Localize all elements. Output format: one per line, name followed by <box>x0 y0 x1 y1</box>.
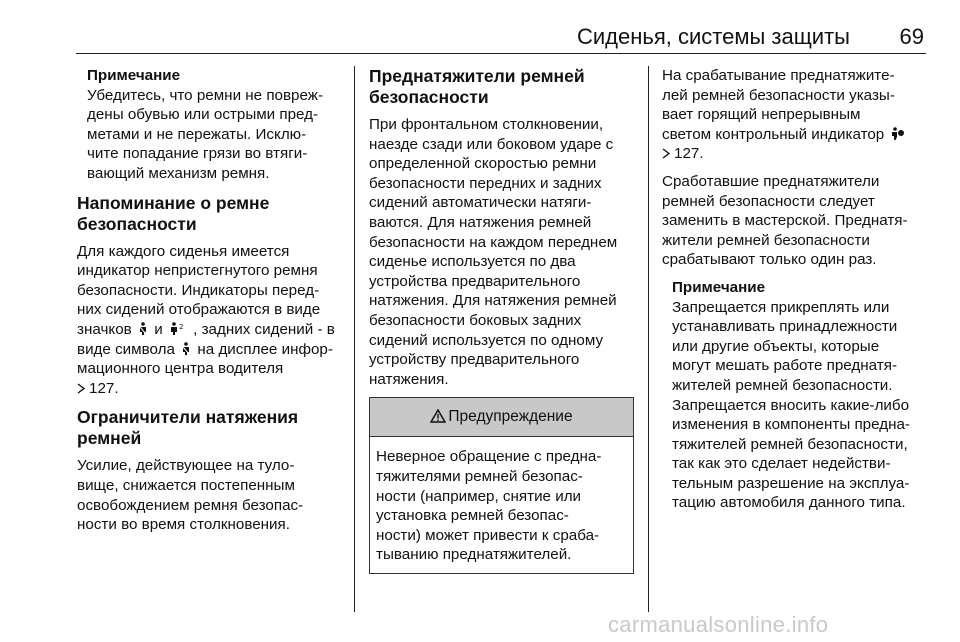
note-line: тяжителей ремней безопасности, <box>672 435 908 453</box>
text-line: безопасности. Индикаторы перед- <box>77 281 320 299</box>
text-line: ваются. Для натяжения ремней <box>369 213 592 231</box>
replacement-paragraph <box>662 172 932 270</box>
note-block-2 <box>672 278 932 513</box>
column-3 <box>662 66 932 513</box>
text-span: на дисплее инфор- <box>197 340 333 358</box>
text-line: При фронтальном столкновении, <box>369 116 604 133</box>
note-line: жителей ремней безопасности. <box>672 376 893 394</box>
text-line: сидений используется по одному <box>369 331 604 349</box>
text-line: ремней безопасности следует <box>662 192 875 210</box>
text-line: Усилие, действующее на туло- <box>77 457 295 475</box>
note-line: могут мешать работе преднатя- <box>672 357 898 375</box>
heading-line: Ограничители натяжения <box>77 407 299 428</box>
seatbelt-reminder-icon <box>138 322 148 336</box>
text-span: виде символа <box>77 340 175 358</box>
note-line: тацию автомобиля данного типа. <box>672 494 906 512</box>
reminder-paragraph <box>77 242 347 399</box>
note-line: изменения в компоненты предна- <box>672 416 910 434</box>
text-line: тыванию преднатяжителей. <box>376 546 572 564</box>
column-1 <box>77 66 347 535</box>
page-header-title: Сиденья, системы защиты <box>576 24 850 49</box>
note-line: дены обувью или острыми пред- <box>87 106 319 124</box>
indicator-paragraph <box>662 66 932 164</box>
text-line: жители ремней безопасности <box>662 231 870 249</box>
note-line: чите попадание грязи во втяги- <box>87 145 308 163</box>
note-line: Запрещается прикреплять или <box>672 298 890 316</box>
reference-line <box>662 144 932 164</box>
warning-title: Предупреждение <box>448 408 573 426</box>
note-block-1 <box>87 66 347 184</box>
text-span: светом контрольный индикатор <box>662 125 885 143</box>
page-reference[interactable]: 127. <box>674 145 704 163</box>
heading-line: Напоминание о ремне <box>77 192 270 213</box>
text-line: ности во время столкновения. <box>77 516 290 534</box>
heading-line: безопасности <box>369 87 489 107</box>
note-line: вающий механизм ремня. <box>87 164 270 182</box>
text-line: заменить в мастерской. Преднатя- <box>662 212 908 230</box>
note-title: Примечание <box>672 278 766 296</box>
text-line: сиденье используется по два <box>369 253 576 271</box>
header-divider <box>76 53 926 54</box>
text-line: индикатор непристегнутого ремня <box>77 262 318 280</box>
text-line: них сидений отображаются в виде <box>77 301 321 319</box>
text-line: тяжителями ремней безопас- <box>376 467 583 485</box>
text-line <box>662 125 932 145</box>
column-divider-2 <box>648 66 649 612</box>
text-line: освобождением ремня безопас- <box>77 496 304 514</box>
text-line: устройства предварительного <box>369 272 581 290</box>
heading-pretensioners <box>369 66 634 108</box>
text-line: натяжения. <box>369 370 449 388</box>
seatbelt-reminder-2-icon <box>169 322 187 336</box>
text-line: наезде сзади или боковом ударе с <box>369 135 614 153</box>
text-line: лей ремней безопасности указы- <box>662 86 895 104</box>
text-line: устройству предварительного <box>369 351 580 369</box>
airbag-indicator-icon <box>891 127 905 141</box>
heading-seatbelt-reminder <box>77 193 347 235</box>
text-line: срабатывают только один раз. <box>662 251 877 269</box>
warning-triangle-icon <box>430 409 446 423</box>
heading-line: безопасности <box>77 213 197 234</box>
text-line: мационного центра водителя <box>77 360 284 378</box>
note-line: или другие объекты, которые <box>672 337 880 355</box>
note-title: Примечание <box>87 67 181 84</box>
heading-load-limiters <box>77 407 347 449</box>
seatbelt-symbol-icon <box>181 342 191 356</box>
note-line: Убедитесь, что ремни не повреж- <box>87 86 323 104</box>
reference-line <box>77 379 347 399</box>
note-line: устанавливать принадлежности <box>672 318 898 336</box>
text-line: Для каждого сиденья имеется <box>77 242 290 260</box>
text-line: Сработавшие преднатяжители <box>662 172 880 190</box>
note-line: Запрещается вносить какие-либо <box>672 396 910 414</box>
warning-box <box>369 397 634 574</box>
reference-arrow-icon <box>662 148 671 159</box>
text-line: вище, снижается постепенным <box>77 476 295 494</box>
note-line: так как это сделает недействи- <box>672 455 891 473</box>
text-line: вает горящий непрерывным <box>662 106 861 124</box>
column-2 <box>369 66 634 574</box>
text-line <box>77 320 347 340</box>
note-line: метами и не пережаты. Исклю- <box>87 125 307 143</box>
warning-header <box>370 398 633 437</box>
page-number: 69 <box>899 24 924 49</box>
limiters-paragraph <box>77 456 347 534</box>
text-line: ности (например, снятие или <box>376 487 582 505</box>
text-line: ности) может привести к сраба- <box>376 526 600 544</box>
watermark: carmanualsonline.info <box>608 612 829 637</box>
text-line: безопасности передних и задних <box>369 174 602 192</box>
pretensioners-paragraph <box>369 115 634 389</box>
note-line: тельным разрешение на эксплуа- <box>672 474 910 492</box>
text-span: , задних сидений - в <box>193 320 335 338</box>
column-divider-1 <box>354 66 355 612</box>
heading-line: ремней <box>77 428 142 449</box>
warning-body <box>370 437 633 573</box>
text-span: значков <box>77 320 132 338</box>
heading-line: Преднатяжители ремней <box>369 66 585 86</box>
text-line: установка ремней безопас- <box>376 507 569 525</box>
text-line: безопасности на каждом переднем <box>369 233 618 251</box>
text-line: сидений автоматически натяги- <box>369 194 592 212</box>
reference-arrow-icon <box>77 383 86 394</box>
page-reference[interactable]: 127. <box>89 379 119 397</box>
text-line: определенной скоростью ремни <box>369 155 597 173</box>
text-line: натяжения. Для натяжения ремней <box>369 292 617 310</box>
text-span: и <box>154 320 163 338</box>
text-line: На срабатывание преднатяжите- <box>662 67 895 84</box>
text-line: безопасности боковых задних <box>369 311 582 329</box>
text-line: Неверное обращение с предна- <box>376 448 602 466</box>
text-line <box>77 340 347 360</box>
svg-text:2: 2 <box>178 322 184 331</box>
